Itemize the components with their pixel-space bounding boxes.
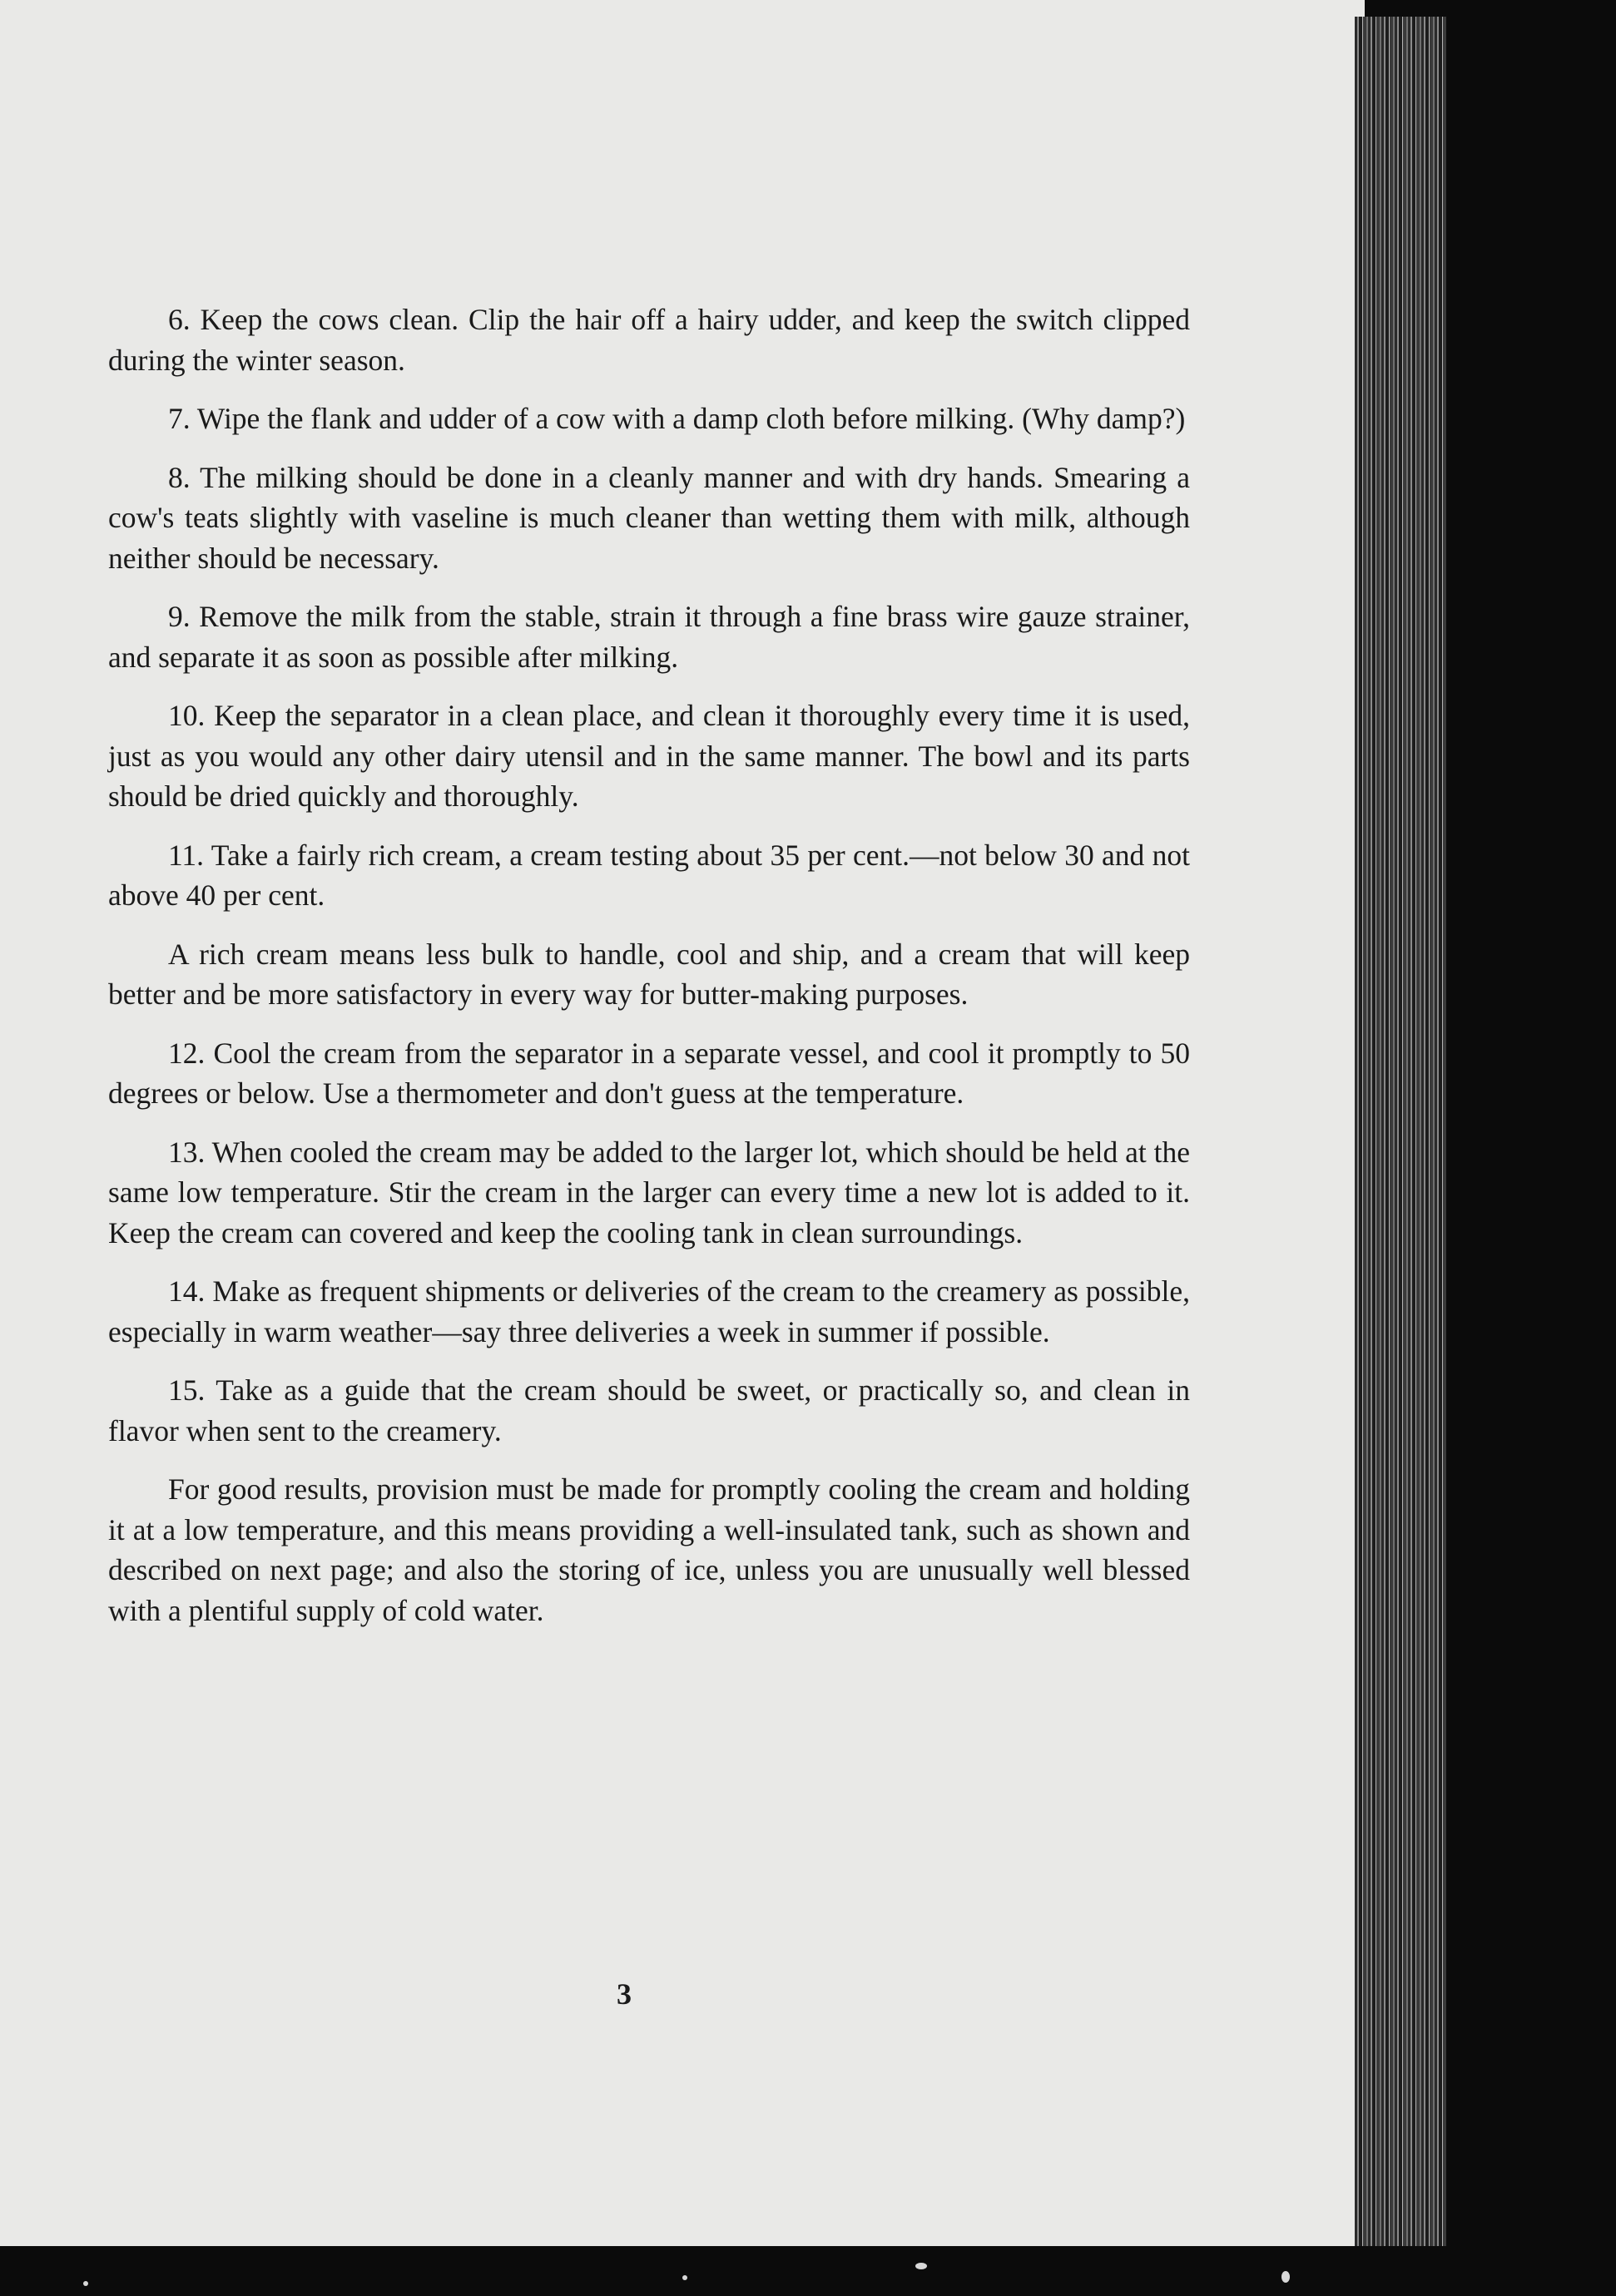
paragraph-15: 15. Take as a guide that the cream should be sweet, or practically so, and clean in flavor when sent to the creamery. — [108, 1373, 1190, 1447]
paragraph-14: 14. Make as frequent shipments or deliveries of the cream to the creamery as possible, especially in warm weather—say three deliveries a week in summer if possible. — [108, 1274, 1190, 1348]
dust-speck — [83, 2281, 88, 2286]
paragraph-10: 10. Keep the separator in a clean place, and clean it thoroughly every time it is used, just as you would any other dairy utensil and in the same manner. The bowl and its parts should be dried quickly and thoroughly. — [108, 699, 1190, 813]
paragraph-good-results: For good results, provision must be made for promptly cooling the cream and holding it at a low temperature, and this means providing a well-insulated tank, such as shown and described on next page; and also the storing of ice, unless you are unusually well blessed with a plentiful supply of cold water. — [108, 1472, 1190, 1627]
paragraph-12: 12. Cool the cream from the separator in a separate vessel, and cool it promptly to 50 degrees or below. Use a thermometer and don't guess at the temperature. — [108, 1036, 1190, 1110]
page-number: 3 — [617, 1977, 632, 2011]
dust-speck — [1281, 2271, 1290, 2283]
paragraph-8: 8. The milking should be done in a cleanly manner and with dry hands. Smearing a cow's teats slightly with vaseline is much cleaner than wetting them with milk, although neither should be necessary. — [108, 460, 1190, 575]
paragraph-9: 9. Remove the milk from the stable, strain it through a fine brass wire gauze strainer, and separate it as soon as possible after milking. — [108, 600, 1190, 674]
paragraph-6: 6. Keep the cows clean. Clip the hair off a hairy udder, and keep the switch clipped during the winter season. — [108, 303, 1190, 377]
dust-speck — [915, 2263, 927, 2269]
paragraph-13: 13. When cooled the cream may be added to the larger lot, which should be held at the same low temperature. Stir the cream in the larger can every time a new lot is added to it. Keep the cream can covered and keep the cooling tank in clean surroundings. — [108, 1135, 1190, 1249]
dust-speck — [682, 2275, 687, 2280]
paragraph-rich-cream: A rich cream means less bulk to handle, cool and ship, and a cream that will keep better and be more satisfactory in every way for butter-making purposes. — [108, 937, 1190, 1011]
paragraph-11: 11. Take a fairly rich cream, a cream testing about 35 per cent.—not below 30 and not above 40 per cent. — [108, 838, 1190, 912]
book-page-edge — [1355, 17, 1446, 2246]
paragraph-7: 7. Wipe the flank and udder of a cow with a damp cloth before milking. (Why damp?) — [168, 402, 1186, 435]
body-text — [108, 299, 1190, 1649]
